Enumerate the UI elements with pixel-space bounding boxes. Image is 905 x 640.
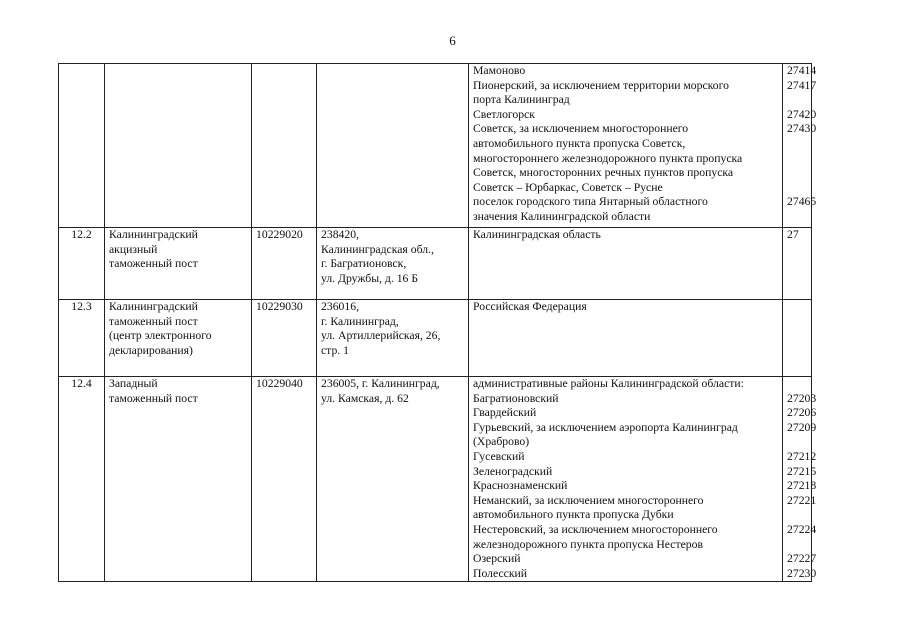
text-line: акцизный	[109, 242, 158, 256]
text-line	[787, 93, 807, 108]
text-line: (Храброво)	[473, 435, 530, 449]
text-line: железнодорожного пункта пропуска Нестеров	[473, 537, 703, 551]
text-line: 27215	[787, 464, 817, 478]
text-line: 27218	[787, 479, 817, 493]
text-line: 27420	[787, 107, 817, 121]
text-line: 236005, г. Калининград,	[321, 377, 440, 390]
text-line: Багратионовский	[473, 391, 559, 405]
text-line	[787, 435, 807, 450]
text-line	[787, 152, 807, 167]
table-row	[59, 377, 812, 582]
text-line: Гусевский	[473, 449, 525, 463]
text-line	[787, 210, 807, 225]
post-name	[105, 377, 252, 582]
post-code: 10229030	[252, 300, 317, 377]
text-line: 27465	[787, 195, 817, 209]
text-line: таможенный пост	[109, 314, 198, 328]
text-line: 27203	[787, 391, 817, 405]
post-code: 10229020	[252, 228, 317, 300]
text-line: (центр электронного	[109, 329, 212, 343]
text-line: Советск, за исключением многостороннего	[473, 122, 689, 136]
text-line: таможенный пост	[109, 257, 198, 271]
text-line: административные районы Калининградской области:	[473, 377, 744, 390]
region-list	[469, 64, 783, 228]
text-line: Гурьевский, за исключением аэропорта Калининград	[473, 420, 738, 434]
text-line: 27417	[787, 78, 817, 92]
row-number: 12.4	[59, 377, 105, 582]
text-line: декларирования)	[109, 343, 193, 357]
row-number: 12.3	[59, 300, 105, 377]
text-line: Калининградский	[109, 228, 198, 241]
region-list	[469, 300, 783, 377]
text-line: ул. Артиллерийская, 26,	[321, 329, 441, 343]
text-line: многостороннего железнодорожного пункта пропуска	[473, 151, 743, 165]
post-code: 10229040	[252, 377, 317, 582]
text-line: 27227	[787, 552, 817, 566]
text-line: 27206	[787, 406, 817, 420]
text-line: 238420,	[321, 228, 359, 241]
text-line: порта Калининград	[473, 93, 570, 107]
text-line: Западный	[109, 377, 158, 390]
row-number	[59, 64, 105, 228]
text-line: ул. Дружбы, д. 16 Б	[321, 271, 419, 285]
text-line	[787, 137, 807, 152]
text-line: 27221	[787, 493, 817, 507]
text-line: ул. Камская, д. 62	[321, 391, 409, 405]
text-line	[787, 538, 807, 553]
text-line: 27	[787, 228, 799, 241]
text-line: Калининградская обл.,	[321, 242, 434, 256]
text-line: Советск – Юрбаркас, Советск – Русне	[473, 180, 663, 194]
text-line	[787, 166, 807, 181]
table-row	[59, 228, 812, 300]
text-line: значения Калининградской области	[473, 209, 651, 223]
text-line: таможенный пост	[109, 391, 198, 405]
text-line: Краснознаменский	[473, 479, 568, 493]
text-line: Пионерский, за исключением территории морского	[473, 78, 729, 92]
text-line: Калининградский	[109, 300, 198, 313]
text-line: 27414	[787, 64, 817, 77]
text-line: Нестеровский, за исключением многостороннего	[473, 522, 718, 536]
row-number: 12.2	[59, 228, 105, 300]
text-line: г. Багратионовск,	[321, 257, 407, 271]
okato-codes	[783, 228, 812, 300]
text-line: Озерский	[473, 552, 521, 566]
okato-codes	[783, 64, 817, 228]
table-row	[59, 300, 812, 377]
text-line: 236016,	[321, 300, 359, 313]
text-line: 27430	[787, 122, 817, 136]
text-line: Неманский, за исключением многостороннего	[473, 493, 704, 507]
text-line: г. Калининград,	[321, 314, 399, 328]
text-line: Российская Федерация	[473, 300, 587, 313]
text-line: Гвардейский	[473, 406, 537, 420]
text-line: 27224	[787, 522, 817, 536]
text-line	[787, 181, 807, 196]
text-line: 27212	[787, 449, 817, 463]
post-name	[105, 228, 252, 300]
okato-codes	[783, 300, 812, 377]
region-list	[469, 377, 783, 582]
text-line: автомобильного пункта пропуска Дубки	[473, 508, 674, 522]
page-number: 6	[449, 33, 456, 48]
text-line: Полесский	[473, 566, 528, 580]
customs-posts-table	[58, 63, 817, 582]
post-address	[317, 300, 469, 377]
text-line: Мамоново	[473, 64, 526, 77]
text-line: Калининградская область	[473, 228, 601, 241]
post-address	[317, 377, 469, 582]
text-line: 27209	[787, 420, 817, 434]
text-line: Светлогорск	[473, 107, 535, 121]
text-line: автомобильного пункта пропуска Советск,	[473, 136, 686, 150]
text-line: Зеленоградский	[473, 464, 553, 478]
post-name	[105, 300, 252, 377]
post-address	[317, 228, 469, 300]
text-line: Советск, многосторонних речных пунктов пропуска	[473, 166, 734, 180]
text-line: стр. 1	[321, 343, 349, 357]
text-line: 27230	[787, 566, 817, 580]
text-line	[787, 508, 807, 523]
post-name	[105, 64, 252, 228]
post-code	[252, 64, 317, 228]
text-line: поселок городского типа Янтарный областного	[473, 195, 708, 209]
okato-codes	[783, 377, 817, 582]
region-list	[469, 228, 783, 300]
table-row	[59, 64, 812, 228]
text-line	[787, 377, 807, 392]
post-address	[317, 64, 469, 228]
